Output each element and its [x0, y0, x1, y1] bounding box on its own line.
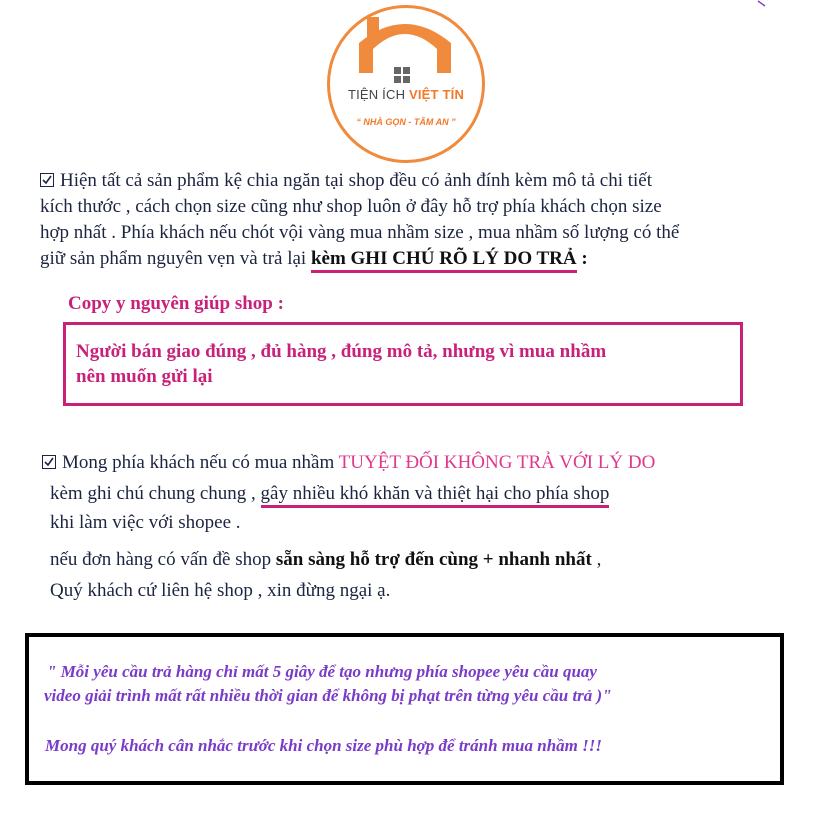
- return-note-emphasis: kèm GHI CHÚ RÕ LÝ DO TRẢ: [311, 248, 577, 273]
- logo-slogan: “ NHÀ GỌN - TÂM AN ”: [356, 117, 456, 127]
- checkbox-checked-icon: [40, 173, 54, 187]
- logo-brand-name: TIỆN ÍCH VIỆT TÍN: [347, 87, 465, 102]
- note-box: [25, 633, 784, 785]
- copy-line-1: Người bán giao đúng , đủ hàng , đúng mô tả, nhưng vì mua nhầm: [76, 341, 607, 362]
- warning-line-1: Mong phía khách nếu có mua nhầm TUYỆT ĐỐI KHÔNG TRẢ VỚI LÝ DO: [42, 450, 655, 476]
- corner-mark: [757, 0, 769, 8]
- copy-heading: Copy y nguyên giúp shop :: [68, 293, 284, 314]
- no-return-emphasis: TUYỆT ĐỐI KHÔNG TRẢ VỚI LÝ DO: [338, 452, 656, 473]
- support-emphasis: sẵn sàng hỗ trợ đến cùng + nhanh nhất: [275, 549, 592, 570]
- shop-logo: [327, 5, 485, 163]
- intro-line-4: giữ sản phẩm nguyên vẹn và trả lại kèm GHI CHÚ RÕ LÝ DO TRẢ :: [40, 246, 679, 272]
- window-icon: [394, 67, 410, 83]
- checkbox-checked-icon: [42, 455, 56, 469]
- note-line-3: Mong quý khách cân nhắc trước khi chọn size phù hợp để tránh mua nhầm !!!: [45, 736, 602, 755]
- intro-line-2: kích thước , cách chọn size cũng như shop luôn ở đây hỗ trợ phía khách chọn size: [40, 196, 662, 217]
- intro-line-1: Hiện tất cả sản phẩm kệ chia ngăn tại shop đều có ảnh đính kèm mô tả chi tiết: [40, 168, 679, 194]
- intro-paragraph: [40, 168, 679, 272]
- support-line-1: nếu đơn hàng có vấn đề shop sẵn sàng hỗ trợ đến cùng + nhanh nhất ,: [50, 549, 602, 570]
- warning-line-3: khi làm việc với shopee .: [50, 512, 241, 533]
- damage-emphasis: gây nhiều khó khăn và thiệt hại cho phía shop: [261, 483, 610, 508]
- note-line-1: " Mỗi yêu cầu trả hàng chỉ mất 5 giây để tạo nhưng phía shopee yêu cầu quay: [47, 662, 597, 681]
- house-roof-icon: [349, 13, 461, 75]
- warning-line-2: kèm ghi chú chung chung , gây nhiều khó khăn và thiệt hại cho phía shop: [50, 481, 609, 507]
- copy-line-2: nên muốn gửi lại: [76, 366, 213, 387]
- note-line-2: video giải trình mất rất nhiều thời gian để không bị phạt trên từng yêu cầu trả )": [44, 686, 612, 705]
- intro-line-3: hợp nhất . Phía khách nếu chót vội vàng mua nhầm size , mua nhầm số lượng có thể: [40, 222, 680, 243]
- copy-text-box: [63, 322, 743, 406]
- support-line-2: Quý khách cứ liên hệ shop , xin đừng ngại ạ.: [50, 580, 391, 601]
- copy-text: [76, 339, 606, 389]
